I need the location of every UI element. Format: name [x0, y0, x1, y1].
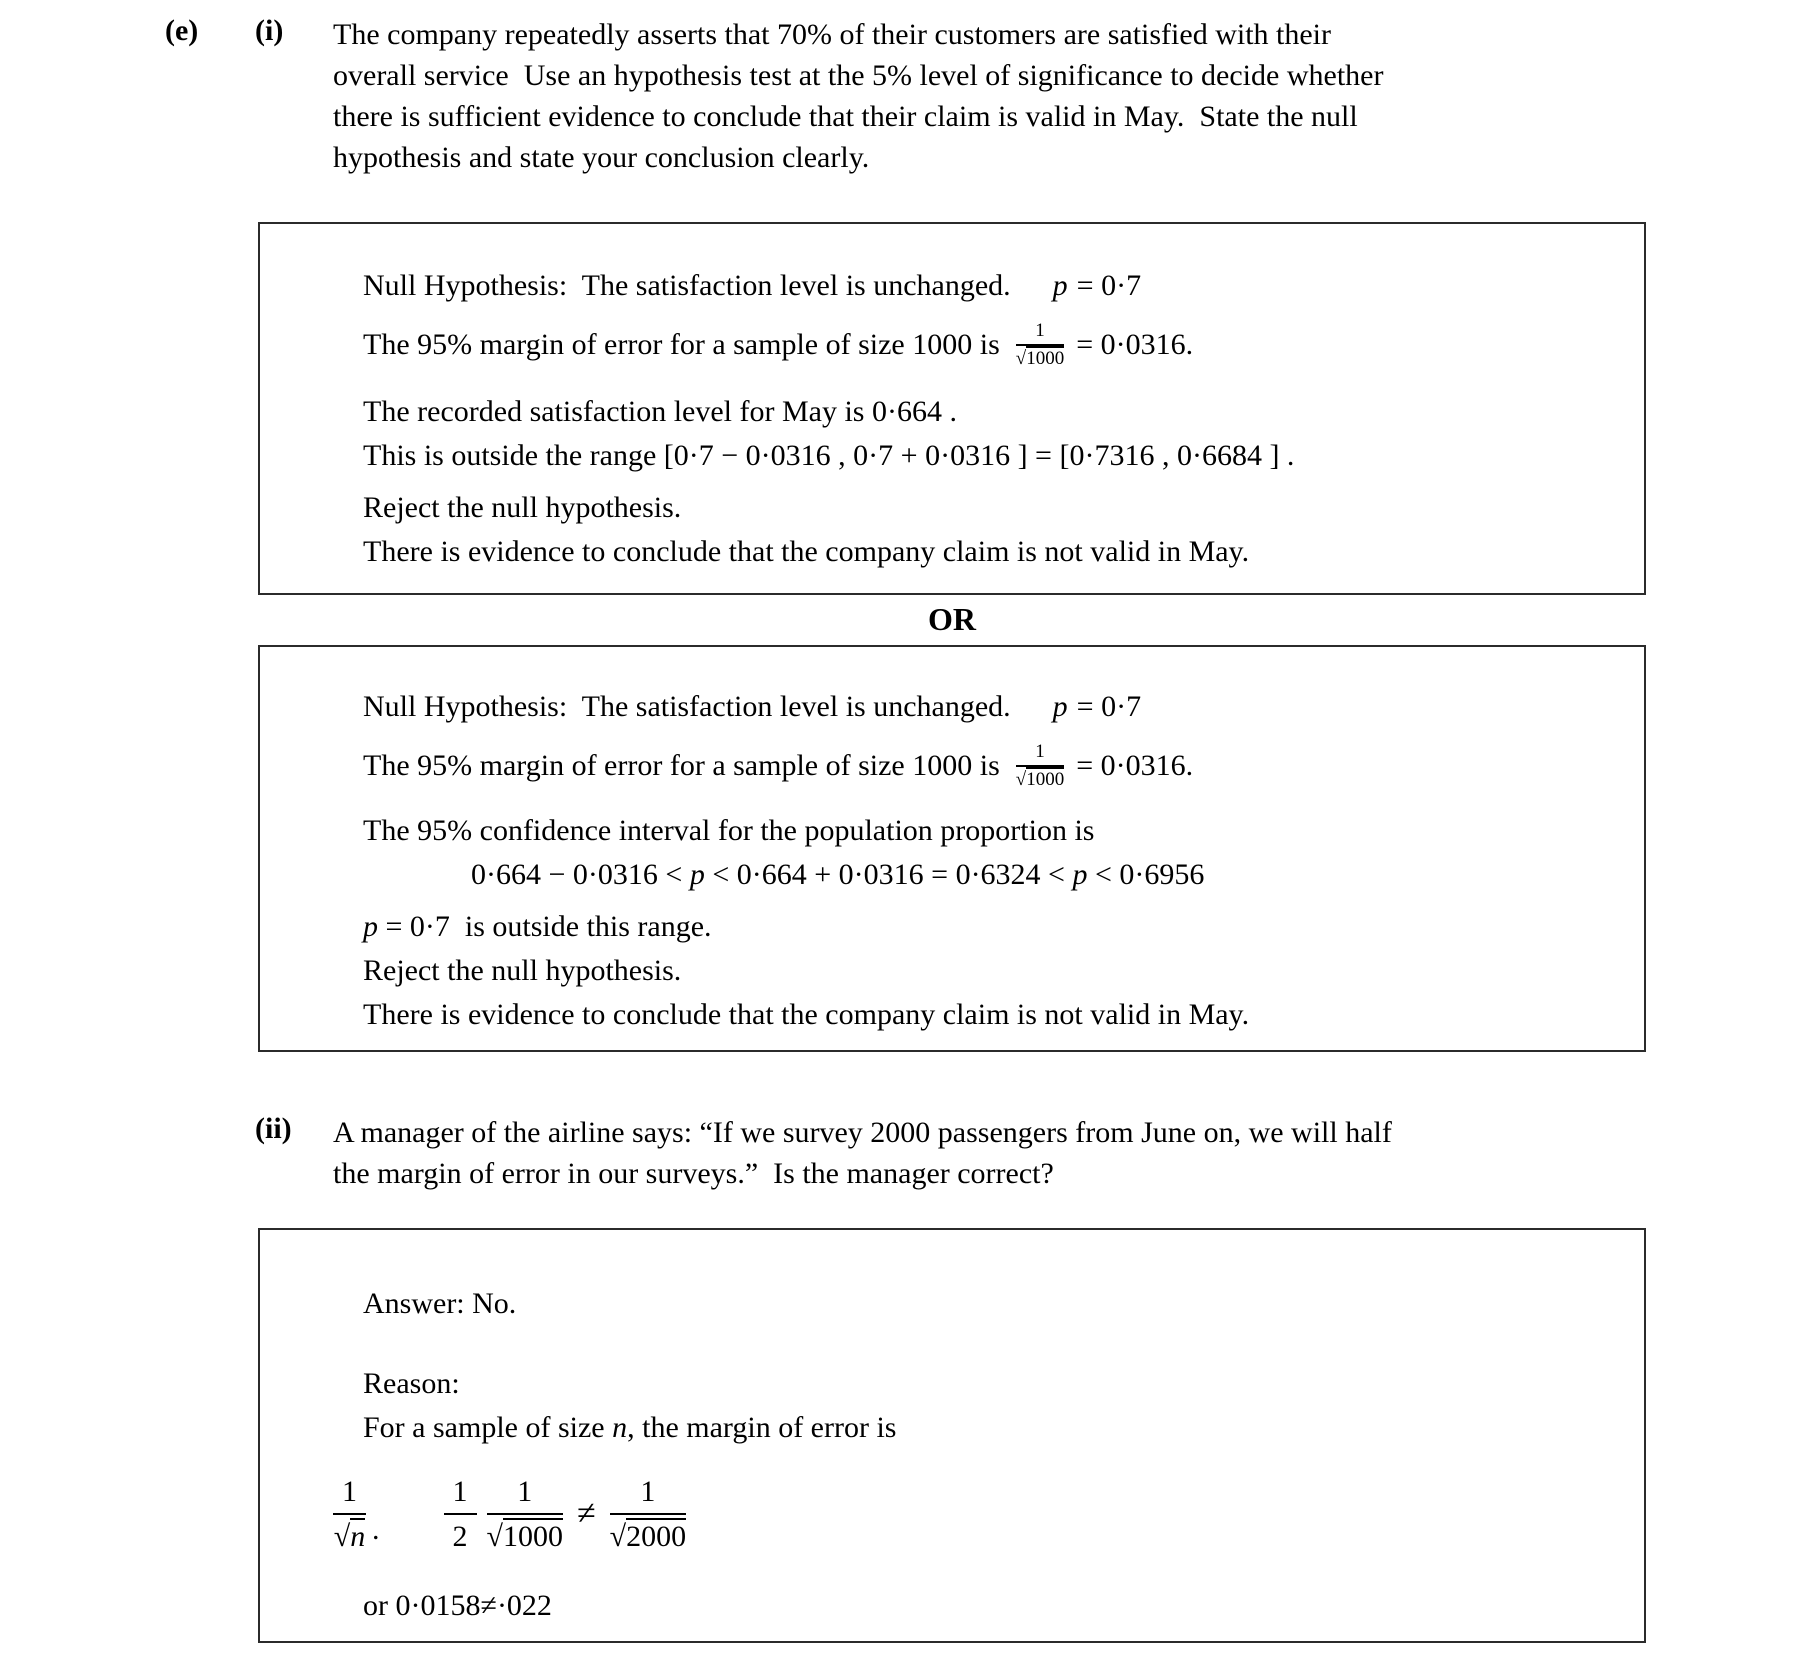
fraction-numerator: 1: [1016, 741, 1064, 767]
math-expression: [333, 1462, 1618, 1566]
sub-label-ii: (ii): [255, 1112, 292, 1145]
margin-of-error-line: [363, 731, 1618, 801]
fraction-numerator: 1: [610, 1473, 686, 1516]
inline-fraction: [1016, 320, 1064, 370]
null-hypothesis-text: Null Hypothesis: The satisfaction level is unchanged.: [363, 690, 1011, 723]
margin-of-error-result: = 0·0316.: [1076, 328, 1194, 361]
solution-box-3: [258, 1228, 1646, 1643]
fraction-denominator: [1016, 346, 1064, 370]
inequality-line: [471, 853, 1618, 897]
fraction-one-over-sqrt-n: [333, 1473, 366, 1556]
or-divider: OR: [928, 601, 976, 637]
reason-line: [363, 1406, 1618, 1450]
fraction-one-over-sqrt-1000: [487, 1473, 563, 1556]
sqrt-symbol: √: [1015, 348, 1027, 369]
sqrt-symbol: √: [609, 1520, 627, 1553]
period-mark: .: [372, 1513, 380, 1546]
reason-text-after: , the margin of error is: [627, 1411, 897, 1444]
question-ii-text: [333, 1112, 1633, 1194]
question-i-text: [333, 14, 1573, 178]
outside-range-text: = 0·7 is outside this range.: [378, 910, 712, 943]
inline-fraction: [1016, 741, 1064, 791]
sqrt-radicand: 1000: [1026, 348, 1065, 369]
p-variable: p: [1052, 690, 1068, 723]
question-i-line-4: hypothesis and state your conclusion clearly.: [333, 141, 870, 174]
reject-line: Reject the null hypothesis.: [363, 491, 682, 524]
sqrt-radicand: 2000: [626, 1520, 687, 1553]
reject-line: Reject the null hypothesis.: [363, 954, 682, 987]
p-value: = 0·7: [1076, 690, 1142, 723]
margin-of-error-text: The 95% margin of error for a sample of size 1000 is: [363, 328, 1000, 361]
conclusion-line: There is evidence to conclude that the company claim is not valid in May.: [363, 998, 1250, 1031]
fraction-denominator: [610, 1515, 686, 1556]
recorded-level-line: The recorded satisfaction level for May is 0·664 .: [363, 395, 957, 428]
question-e-ii: [255, 1112, 1633, 1194]
p-variable: p: [689, 858, 705, 891]
reason-label: Reason:: [363, 1367, 460, 1400]
fraction-denominator: 2: [452, 1520, 468, 1553]
part-label-e: (e): [165, 14, 199, 47]
sqrt-symbol: √: [333, 1520, 351, 1553]
p-variable: p: [363, 910, 378, 943]
not-equal-sign: ≠: [576, 1495, 596, 1532]
fraction-one-half: [444, 1473, 477, 1556]
numeric-comparison-line: or 0·0158≠·022: [363, 1589, 552, 1622]
margin-of-error-text: The 95% margin of error for a sample of size 1000 is: [363, 749, 1000, 782]
reason-text-before: For a sample of size: [363, 1411, 613, 1444]
question-e-i: [165, 14, 1573, 178]
question-i-line-1: The company repeatedly asserts that 70% of their customers are satisfied with their: [333, 18, 1331, 51]
question-i-line-3: there is sufficient evidence to conclude that their claim is valid in May. State the null: [333, 100, 1358, 133]
margin-of-error-line: [363, 310, 1618, 380]
inequality-middle: < 0·664 + 0·0316 = 0·6324 <: [704, 858, 1073, 891]
fraction-denominator: [487, 1515, 563, 1556]
sqrt-symbol: √: [486, 1520, 503, 1553]
p-value: = 0·7: [1076, 269, 1142, 302]
outside-range-line: [363, 905, 1618, 949]
fraction-numerator: 1: [444, 1473, 477, 1516]
null-hypothesis-line: [363, 264, 1618, 308]
answer-line: Answer: No.: [363, 1287, 517, 1320]
p-variable: p: [1052, 269, 1068, 302]
sqrt-radicand: 1000: [1026, 769, 1065, 790]
n-variable: n: [612, 1411, 628, 1444]
fraction-denominator: [333, 1515, 366, 1556]
inequality-right: < 0·6956: [1087, 858, 1205, 891]
sqrt-radicand: n: [350, 1520, 366, 1553]
sqrt-symbol: √: [1015, 769, 1027, 790]
null-hypothesis-text: Null Hypothesis: The satisfaction level is unchanged.: [363, 269, 1011, 302]
question-ii-line-2: the margin of error in our surveys.” Is the manager correct?: [333, 1157, 1054, 1190]
sqrt-radicand: 1000: [502, 1520, 563, 1553]
question-i-line-2: overall service Use an hypothesis test at the 5% level of significance to decide whether: [333, 59, 1384, 92]
fraction-numerator: 1: [333, 1473, 366, 1516]
null-hypothesis-line: [363, 685, 1618, 729]
confidence-interval-line: The 95% confidence interval for the population proportion is: [363, 814, 1095, 847]
p-variable: p: [1072, 858, 1088, 891]
fraction-denominator: [1016, 767, 1064, 791]
margin-of-error-result: = 0·0316.: [1076, 749, 1194, 782]
conclusion-line: There is evidence to conclude that the company claim is not valid in May.: [363, 535, 1250, 568]
sub-label-i: (i): [255, 14, 284, 47]
fraction-numerator: 1: [487, 1473, 563, 1516]
inequality-left: 0·664 − 0·0316 <: [471, 858, 690, 891]
solution-box-1: [258, 222, 1646, 595]
question-ii-line-1: A manager of the airline says: “If we survey 2000 passengers from June on, we will half: [333, 1116, 1392, 1149]
solution-box-2: [258, 645, 1646, 1052]
outside-range-line: This is outside the range [0·7 − 0·0316 , 0·7 + 0·0316 ] = [0·7316 , 0·6684 ] .: [363, 439, 1295, 472]
fraction-numerator: 1: [1016, 320, 1064, 346]
fraction-one-over-sqrt-2000: [610, 1473, 686, 1556]
